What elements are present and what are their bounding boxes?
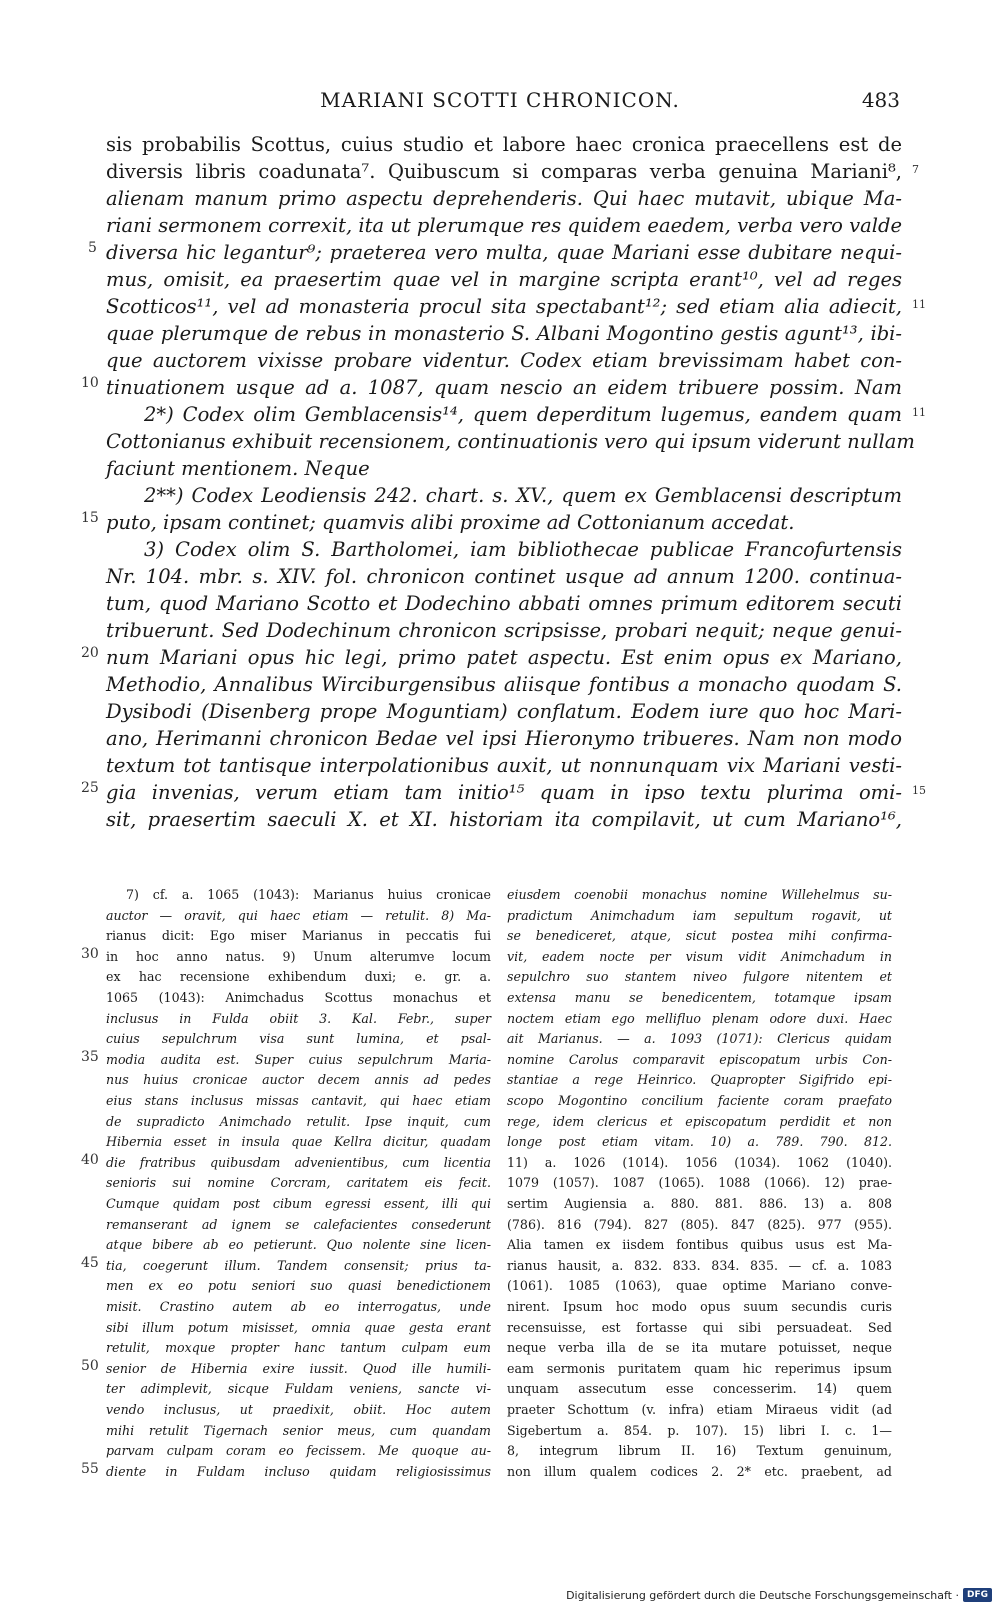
note-line: rianus hausit, a. 832. 833. 834. 835. — cf. a. 1083 [507,1257,892,1273]
main-line: 3) Codex olim S. Bartholomei, iam bibliothecae publicae Francofurtensis [144,538,902,561]
note-line: senior de Hibernia exire iussit. Quod ille humili- [106,1360,491,1376]
note-line: unquam assecutum esse concesserim. 14) quem [507,1381,892,1397]
dfg-logo: DFG [963,1588,992,1602]
note-line: sibi illum potum misisset, omnia quae gesta erant [106,1319,491,1335]
main-line: diversis libris coadunata⁷. Quibuscum si comparas verba genuina Mariani⁸, [106,160,902,183]
main-line: sis probabilis Scottus, cuius studio et labore haec cronica praecellens est de [106,133,902,156]
note-line: non illum qualem codices 2. 2* etc. praebent, ad [507,1463,892,1479]
main-line: tribuerunt. Sed Dodechinum chronicon scripsisse, probari nequit; neque genui- [106,619,902,642]
line-number: 10 [81,375,99,391]
note-line: mihi retulit Tigernach senior meus, cum quandam [106,1422,491,1438]
note-line: (786). 816 (794). 827 (805). 847 (825). 977 (955). [507,1216,892,1232]
main-line: textum tot tantisque interpolationibus auxit, ut nonnunquam vix Mariani vesti- [106,754,902,777]
main-line: alienam manum primo aspectu deprehenderis. Qui haec mutavit, ubique Ma- [106,187,902,210]
note-line: men ex eo potu seniori suo quasi benedictionem [106,1278,491,1294]
note-line: vit, eadem nocte per visum vidit Animchadum in [507,948,892,964]
main-line: gia invenias, verum etiam tam initio¹⁵ quam in ipso textu plurima omi- [106,781,902,804]
note-line: longe post etiam vitam. 10) a. 789. 790. 812. [507,1134,892,1150]
line-number: 5 [88,240,97,256]
digitization-credit [566,1585,992,1605]
note-line: (1061). 1085 (1063), quae optime Mariano conve- [507,1278,892,1294]
margin-note-ref: 7 [912,163,919,176]
main-line: num Mariani opus hic legi, primo patet aspectu. Est enim opus ex Mariano, [106,646,902,669]
main-line: 2**) Codex Leodiensis 242. chart. s. XV., quem ex Gemblacensi descriptum [144,484,902,507]
note-line: remanserant ad ignem se calefacientes consederunt [106,1216,491,1232]
margin-note-ref: 11 [912,406,926,419]
main-line: quae plerumque de rebus in monasterio S. Albani Mogontino gestis agunt¹³, ibi- [106,322,902,345]
note-line: inclusus in Fulda obiit 3. Kal. Febr., super [106,1010,491,1026]
main-line: tinuationem usque ad a. 1087, quam nescio an eidem tribuere possim. Nam [106,376,902,399]
note-line: eiusdem coenobii monachus nomine Willehelmus su- [507,887,892,902]
note-line: diente in Fuldam incluso quidam religiosissimus [106,1463,491,1479]
note-line: sertim Augiensia a. 880. 881. 886. 13) a. 808 [507,1196,892,1211]
margin-note-ref: 11 [912,298,926,311]
main-line: faciunt mentionem. Neque [106,457,370,480]
note-line: atque bibere ab eo petierunt. Quo nolente sine licen- [106,1237,491,1253]
note-line: parvam culpam coram eo fecissem. Me quoque au- [106,1443,491,1459]
note-line: extensa manu se benedicentem, totamque ipsam [507,990,892,1005]
note-line: cuius sepulchrum visa sunt lumina, et psal- [106,1031,491,1047]
note-line: die fratribus quibusdam advenientibus, cum licentia [106,1154,491,1170]
main-line: 2*) Codex olim Gemblacensis¹⁴, quem deperditum lugemus, eandem quam [144,403,902,426]
page-number: 483 [861,88,900,112]
note-line: ait Marianus. — a. 1093 (1071): Clericus quidam [507,1031,892,1047]
note-line: misit. Crastino autem ab eo interrogatus, unde [106,1299,491,1314]
note-line: se benediceret, atque, sicut postea mihi confirma- [507,928,892,944]
note-line: retulit, moxque propter hanc tantum culpam eum [106,1340,491,1356]
note-line: 1065 (1043): Animchadus Scottus monachus et [106,990,491,1005]
main-line: Scotticos¹¹, vel ad monasteria procul sita spectabant¹²; sed etiam alia adiecit, [106,295,902,318]
note-line: Sigebertum a. 854. p. 107). 15) libri I. c. 1— [507,1422,892,1438]
line-number: 20 [81,645,99,661]
note-line: vendo inclusus, ut praedixit, obiit. Hoc autem [106,1402,491,1417]
note-line: de supradicto Animchado retulit. Ipse inquit, cum [106,1113,491,1129]
line-number: 15 [81,510,99,526]
note-line: scopo Mogontino concilium faciente coram praefato [507,1093,892,1108]
note-line: 8, integrum librum II. 16) Textum genuinum, [507,1443,892,1459]
line-number: 45 [81,1255,99,1271]
note-line: auctor — oravit, qui haec etiam — retulit. 8) Ma- [106,907,491,923]
credit-text: Digitalisierung gefördert durch die Deutsche Forschungsgemeinschaft · [566,1588,959,1602]
main-line: que auctorem vixisse probare videntur. Codex etiam brevissimam habet con- [106,349,902,372]
line-number: 25 [81,780,99,796]
main-line: riani sermonem correxit, ita ut plerumque res quidem eaedem, verba vero valde [106,214,902,237]
main-line: Dysibodi (Disenberg prope Moguntiam) conflatum. Eodem iure quo hoc Mari- [106,700,902,723]
note-line: modia audita est. Super cuius sepulchrum Maria- [106,1051,491,1067]
note-line: nus huius cronicae auctor decem annis ad pedes [106,1072,491,1088]
main-line: Nr. 104. mbr. s. XIV. fol. chronicon continet usque ad annum 1200. continua- [106,565,902,588]
line-number: 35 [81,1049,99,1065]
note-line: Hibernia esset in insula quae Kellra dicitur, quadam [106,1134,491,1150]
main-line: tum, quod Mariano Scotto et Dodechino abbati omnes primum editorem secuti [106,592,902,615]
note-line: in hoc anno natus. 9) Unum alterumve locum [106,948,491,964]
note-line: 1079 (1057). 1087 (1065). 1088 (1066). 12) prae- [507,1175,892,1191]
note-line: senioris sui nomine Corcram, caritatem eis fecit. [106,1175,491,1191]
main-line: puto, ipsam continet; quamvis alibi proxime ad Cottonianum accedat. [106,511,795,534]
line-number: 30 [81,946,99,962]
note-line: ex hac recensione exhibendum duxi; e. gr. a. [106,969,491,985]
note-line: neque verba illa de se ita mutare potuisset, neque [507,1340,892,1356]
note-line: sepulchro suo stantem niveo fulgore nitentem et [507,969,892,985]
note-line: praeter Schottum (v. infra) etiam Miraeus vidit (ad [507,1402,892,1417]
note-line: 7) cf. a. 1065 (1043): Marianus huius cronicae [126,887,491,902]
note-line: Cumque quidam post cibum egressi essent, illi qui [106,1196,491,1211]
note-line: 11) a. 1026 (1014). 1056 (1034). 1062 (1040). [507,1154,892,1170]
note-line: pradictum Animchadum iam sepultum rogavit, ut [507,907,892,923]
margin-note-ref: 15 [912,784,926,797]
line-number: 50 [81,1358,99,1374]
line-number: 55 [81,1461,99,1477]
note-line: eam sermonis puritatem quam hic reperimus ipsum [507,1360,892,1376]
note-line: recensuisse, est fortasse qui sibi persuadeat. Sed [507,1319,892,1335]
line-number: 40 [81,1152,99,1168]
main-line: Methodio, Annalibus Wirciburgensibus aliisque fontibus a monacho quodam S. [106,673,902,696]
main-line: Cottonianus exhibuit recensionem, continuationis vero qui ipsum viderunt nullam [106,430,915,453]
note-line: rianus dicit: Ego miser Marianus in peccatis fui [106,928,491,944]
note-line: tia, coegerunt illum. Tandem consensit; prius ta- [106,1257,491,1273]
note-line: nirent. Ipsum hoc modo opus suum secundis curis [507,1299,892,1314]
note-line: nomine Carolus comparavit episcopatum urbis Con- [507,1051,892,1067]
note-line: stantiae a rege Heinrico. Quapropter Sigifrido epi- [507,1072,892,1088]
main-line: ano, Herimanni chronicon Bedae vel ipsi Hieronymo tribueres. Nam non modo [106,727,902,750]
main-line: mus, omisit, ea praesertim quae vel in margine scripta erant¹⁰, vel ad reges [106,268,902,291]
running-title: MARIANI SCOTTI CHRONICON. [320,88,680,112]
note-line: Alia tamen ex iisdem fontibus quibus usus est Ma- [507,1237,892,1253]
note-line: eius stans inclusus missas cantavit, qui haec etiam [106,1093,491,1108]
main-line: diversa hic legantur⁹; praeterea vero multa, quae Mariani esse dubitare nequi- [106,241,902,264]
page-header [0,88,1000,114]
main-line: sit, praesertim saeculi X. et XI. historiam ita compilavit, ut cum Mariano¹⁶, [106,808,902,831]
note-line: rege, idem clericus et episcopatum perdidit et non [507,1113,892,1129]
note-line: noctem etiam ego mellifluo plenam odore duxi. Haec [507,1010,892,1026]
note-line: ter adimplevit, sicque Fuldam veniens, sancte vi- [106,1381,491,1397]
